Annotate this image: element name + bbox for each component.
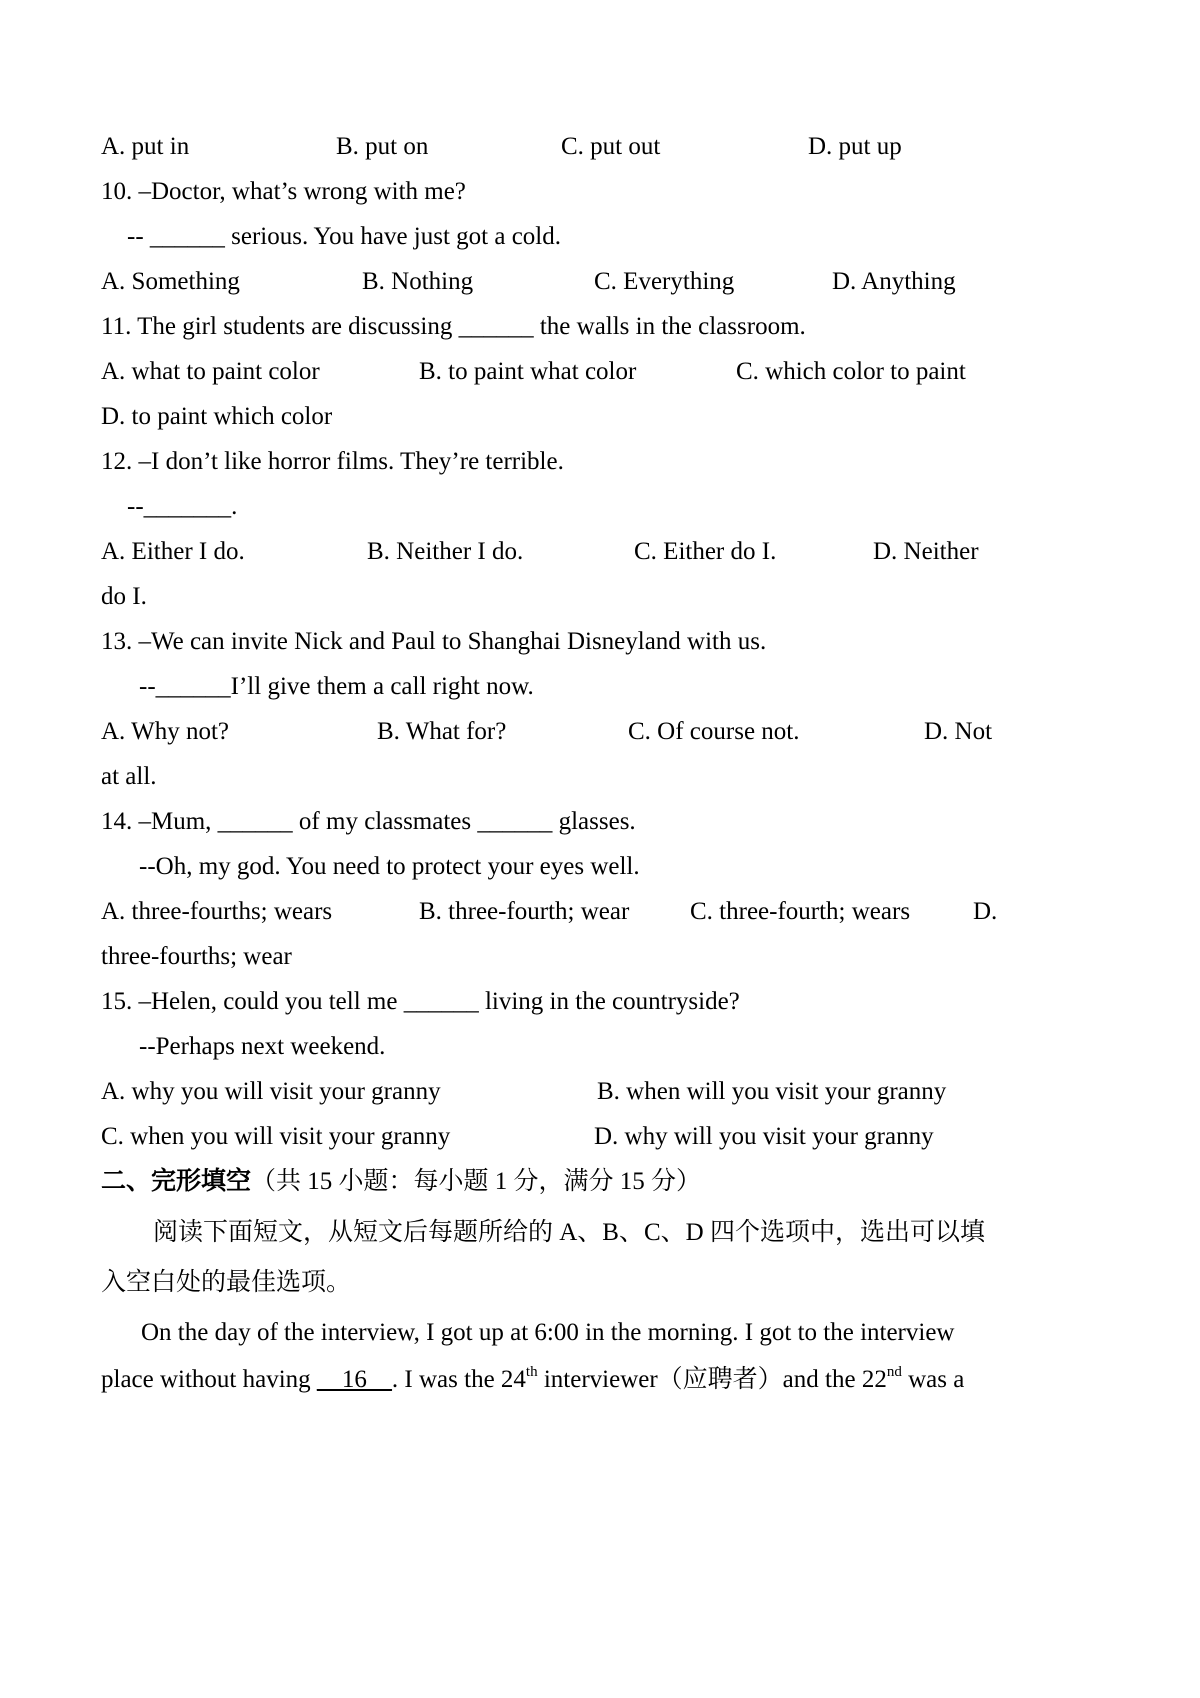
q14-option-c: C. three-fourth; wears bbox=[690, 898, 911, 925]
section2-heading: 二、完形填空 bbox=[101, 1168, 252, 1195]
q9-option-d: D. put up bbox=[808, 133, 902, 160]
q14-option-a: A. three-fourths; wears bbox=[101, 898, 333, 925]
q13-option-d: D. Not bbox=[924, 718, 993, 745]
q15-option-d: D. why will you visit your granny bbox=[594, 1123, 934, 1150]
q12-stem: 12. –I don’t like horror films. They’re terrible. bbox=[101, 448, 564, 475]
passage-line2 bbox=[101, 1365, 964, 1395]
section2-instruction-line1: 阅读下面短文，从短文后每题所给的 A、B、C、D 四个选项中，选出可以填 bbox=[153, 1219, 985, 1246]
q12-reply: --_______. bbox=[127, 493, 238, 520]
q13-option-a: A. Why not? bbox=[101, 718, 229, 745]
q14-option-d: D. bbox=[973, 898, 998, 925]
q9-option-b: B. put on bbox=[336, 133, 429, 160]
q14-stem: 14. –Mum, ______ of my classmates ______ glasses. bbox=[101, 808, 636, 835]
q13-option-d-continuation: at all. bbox=[101, 763, 157, 790]
q14-option-b: B. three-fourth; wear bbox=[419, 898, 630, 925]
q11-stem: 11. The girl students are discussing ______ the walls in the classroom. bbox=[101, 313, 806, 340]
passage-line1: On the day of the interview, I got up at 6:00 in the morning. I got to the interview bbox=[141, 1319, 955, 1346]
passage-text: . I was the 24 bbox=[391, 1366, 526, 1393]
q10-stem: 10. –Doctor, what’s wrong with me? bbox=[101, 178, 466, 205]
superscript-nd: nd bbox=[886, 1363, 902, 1380]
q15-stem: 15. –Helen, could you tell me ______ living in the countryside? bbox=[101, 988, 740, 1015]
q14-reply: --Oh, my god. You need to protect your eyes well. bbox=[139, 853, 640, 880]
section2-instruction-line2: 入空白处的最佳选项。 bbox=[101, 1269, 352, 1296]
q10-option-d: D. Anything bbox=[832, 268, 956, 295]
section2-heading-line bbox=[101, 1167, 701, 1197]
q11-option-d: D. to paint which color bbox=[101, 403, 333, 430]
q11-option-c: C. which color to paint bbox=[736, 358, 966, 385]
q10-option-a: A. Something bbox=[101, 268, 240, 295]
q10-reply: -- ______ serious. You have just got a cold. bbox=[127, 223, 561, 250]
q12-option-d: D. Neither bbox=[873, 538, 979, 565]
q15-option-c: C. when you will visit your granny bbox=[101, 1123, 451, 1150]
q10-option-b: B. Nothing bbox=[362, 268, 474, 295]
superscript-th: th bbox=[525, 1363, 538, 1380]
q12-option-c: C. Either do I. bbox=[634, 538, 777, 565]
q12-option-a: A. Either I do. bbox=[101, 538, 245, 565]
passage-text: interviewer（应聘者）and the 22 bbox=[537, 1366, 887, 1393]
q15-reply: --Perhaps next weekend. bbox=[139, 1033, 386, 1060]
section2-heading-note: （共 15 小题：每小题 1 分，满分 15 分） bbox=[251, 1168, 702, 1195]
q13-reply: --______I’ll give them a call right now. bbox=[139, 673, 534, 700]
q12-option-d-continuation: do I. bbox=[101, 583, 147, 610]
q9-option-a: A. put in bbox=[101, 133, 190, 160]
q15-option-a: A. why you will visit your granny bbox=[101, 1078, 441, 1105]
passage-text: place without having bbox=[101, 1366, 317, 1393]
q9-option-c: C. put out bbox=[561, 133, 661, 160]
q13-option-c: C. Of course not. bbox=[628, 718, 800, 745]
q10-option-c: C. Everything bbox=[594, 268, 735, 295]
q13-stem: 13. –We can invite Nick and Paul to Shanghai Disneyland with us. bbox=[101, 628, 767, 655]
q13-option-b: B. What for? bbox=[377, 718, 507, 745]
q12-option-b: B. Neither I do. bbox=[367, 538, 524, 565]
blank-16: __16__ bbox=[316, 1366, 392, 1393]
passage-text: was a bbox=[901, 1366, 965, 1393]
q14-option-d-continuation: three-fourths; wear bbox=[101, 943, 292, 970]
q11-option-a: A. what to paint color bbox=[101, 358, 320, 385]
q11-option-b: B. to paint what color bbox=[419, 358, 637, 385]
q15-option-b: B. when will you visit your granny bbox=[597, 1078, 947, 1105]
